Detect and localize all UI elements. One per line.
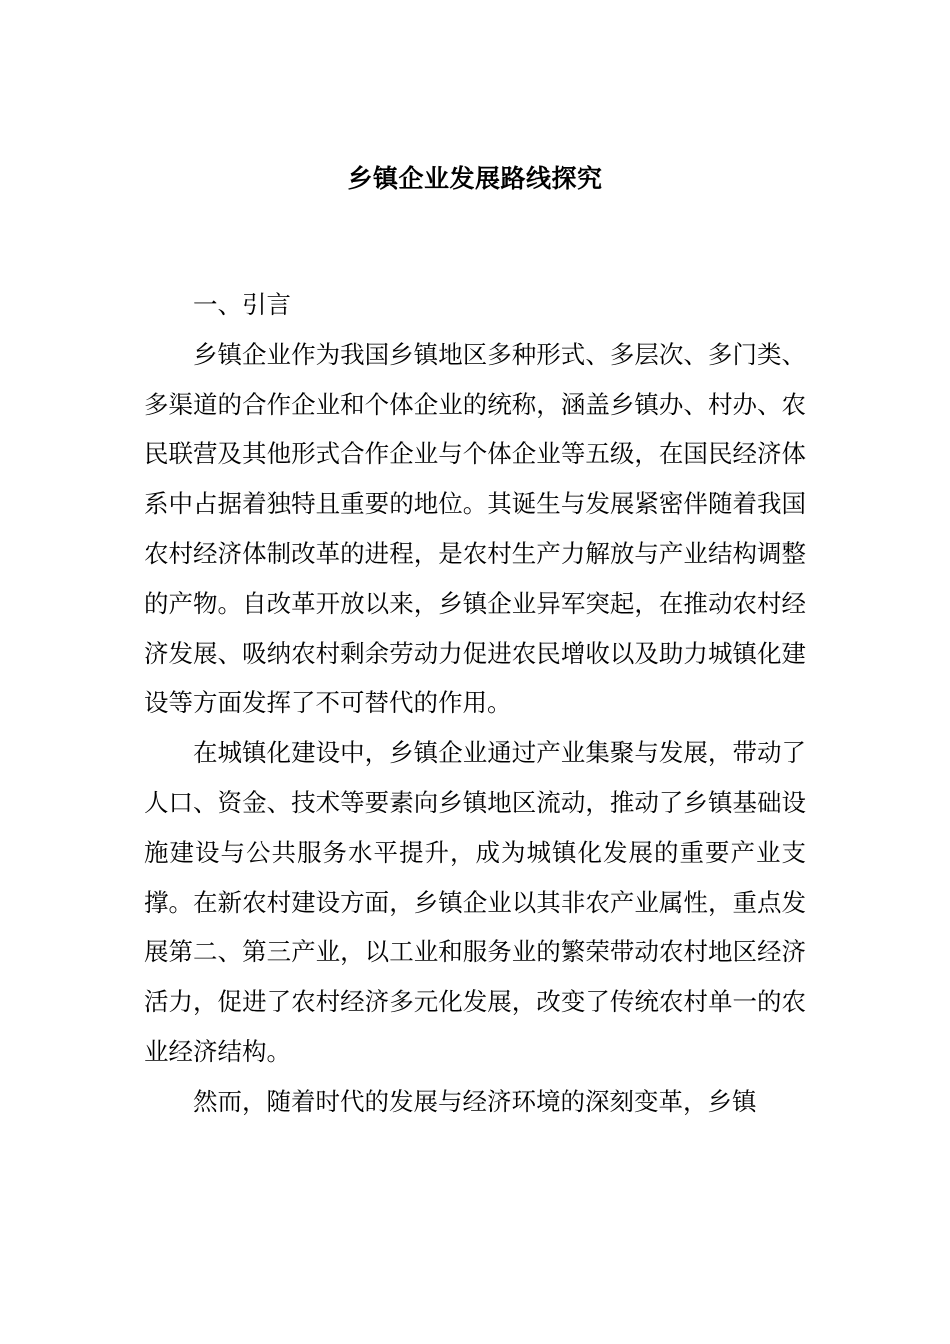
document-title: 乡镇企业发展路线探究 bbox=[347, 164, 603, 193]
document-body bbox=[144, 280, 806, 1127]
paragraph-1: 乡镇企业作为我国乡镇地区多种形式、多层次、多门类、多渠道的合作企业和个体企业的统称，涵盖乡镇办、村办、农民联营及其他形式合作企业与个体企业等五级，在国民经济体系中占据着独特且重要的地位。其诞生与发展紧密伴随着我国农村经济体制改革的进程，是农村生产力解放与产业结构调整的产物。自改革开放以来，乡镇企业异军突起，在推动农村经济发展、吸纳农村剩余劳动力促进农民增收以及助力城镇化建设等方面发挥了不可替代的作用。 bbox=[144, 339, 806, 718]
paragraph-3: 然而，随着时代的发展与经济环境的深刻变革，乡镇 bbox=[193, 1086, 757, 1116]
paragraph-2: 在城镇化建设中，乡镇企业通过产业集聚与发展，带动了人口、资金、技术等要素向乡镇地区流动，推动了乡镇基础设施建设与公共服务水平提升，成为城镇化发展的重要产业支撑。在新农村建设方面，乡镇企业以其非农产业属性，重点发展第二、第三产业，以工业和服务业的繁荣带动农村地区经济活力，促进了农村经济多元化发展，改变了传统农村单一的农业经济结构。 bbox=[144, 738, 806, 1066]
section-heading: 一、引言 bbox=[193, 290, 291, 319]
